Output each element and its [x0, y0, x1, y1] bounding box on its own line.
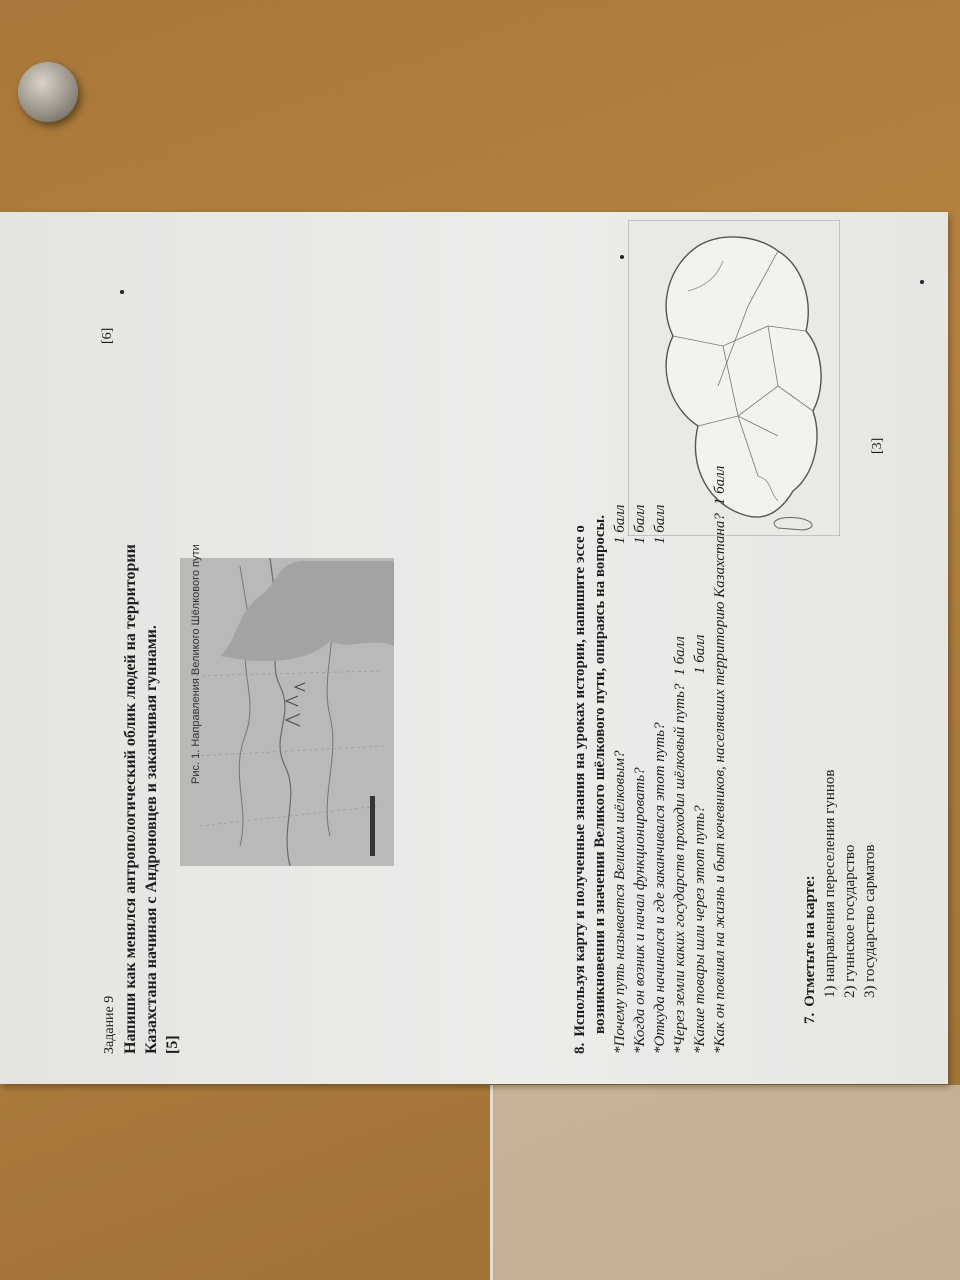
question-points: 1 балл	[672, 636, 688, 676]
task-7-item: 2) гуннское государство	[842, 844, 858, 998]
question-points: 1 балл	[692, 634, 708, 674]
task-8-question: *Когда он возник и начал функционировать? 1 балл	[632, 504, 648, 1054]
task-8-question: *Откуда начинался и где заканчивался этот путь? 1 балл	[652, 504, 668, 1054]
task-8-score: [6]	[100, 327, 115, 344]
margin-dot	[920, 280, 924, 284]
task-9	[100, 234, 183, 1054]
question-points: 1 балл	[652, 504, 668, 544]
plastic-sleeve	[490, 1085, 960, 1280]
question-points: 1 балл	[712, 465, 728, 506]
task-7-item: 1) направления переселения гуннов	[822, 769, 838, 998]
worksheet-page	[0, 212, 948, 1084]
figure-caption: Рис. 1. Направления Великого Шёлкового пути	[190, 544, 202, 784]
worksheet-content	[0, 212, 948, 1084]
task-7-item: 3) государство сарматов	[862, 844, 878, 998]
task-9-label: Задание 9	[102, 995, 117, 1054]
task-9-line: Напиши как менялся антропологический облик людей на территории	[122, 544, 139, 1054]
silk-road-map-figure	[180, 558, 394, 866]
task-8-question: *Как он повлиял на жизнь и быт кочевников, населявших территорию Казахстана?1 балл	[712, 465, 728, 1054]
push-pin	[18, 62, 78, 122]
task-8	[570, 234, 730, 1054]
margin-dot	[620, 255, 624, 259]
question-points: 1 балл	[612, 504, 628, 544]
task-7-heading: 7.Отметьте на карте:	[802, 875, 818, 1024]
margin-dot	[120, 290, 124, 294]
question-points: 1 балл	[632, 504, 648, 544]
task-9-line: Казахстана начиная с Андроновцев и заканчивая гуннами.	[143, 625, 160, 1054]
task-8-question: *Почему путь называется Великим шёлковым? 1 балл	[612, 504, 628, 1054]
task-8-question: *Через земли каких государств проходил шёлковый путь?1 балл	[672, 636, 688, 1054]
task-8-question: *Какие товары шли через этот путь? 1 балл	[692, 634, 708, 1054]
task-9-score: [5]	[164, 1035, 181, 1054]
task-7-score: [3]	[870, 437, 885, 454]
task-8-instructions: 8.Используя карту и полученные знания на уроках истории, напишите эссе о возникновении и значении Великого шёлкового пути, опираясь на вопросы.	[572, 515, 608, 1054]
